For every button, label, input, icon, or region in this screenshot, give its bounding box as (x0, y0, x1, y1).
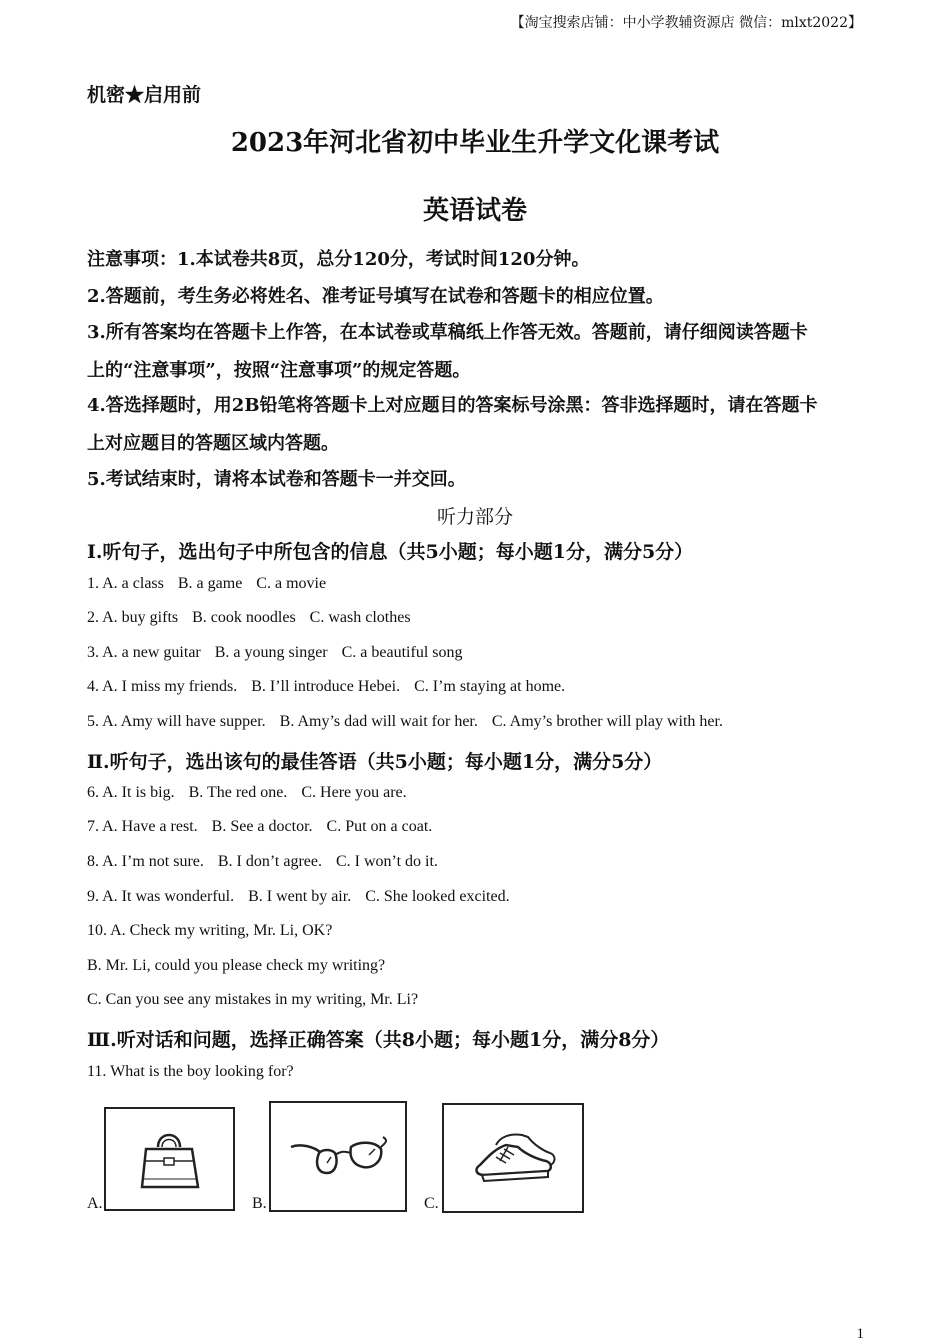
notice-line-3: 3.所有答案均在答题卡上作答，在本试卷或草稿纸上作答无效。答题前，请仔细阅读答题卡 (87, 322, 808, 343)
header-note: 【淘宝搜索店铺：中小学教辅资源店 微信：mlxt2022】 (510, 15, 862, 31)
option-b-label: B. (252, 1195, 267, 1212)
option-c-label: C. (424, 1195, 439, 1212)
question-10-b: B. Mr. Li, could you please check my writing? (87, 957, 386, 974)
question-3: 3. A. a new guitar B. a young singer C. a beautiful song (87, 644, 463, 661)
notice-line-1: 注意事项：1.本试卷共8页，总分120分，考试时间120分钟。 (87, 249, 590, 270)
option-a-picture (104, 1107, 235, 1211)
question-6: 6. A. It is big. B. The red one. C. Here you are. (87, 784, 407, 801)
notice-line-4: 上的“注意事项”，按照“注意事项”的规定答题。 (87, 360, 471, 381)
notice-line-2: 2.答题前，考生务必将姓名、准考证号填写在试卷和答题卡的相应位置。 (87, 286, 664, 307)
question-7: 7. A. Have a rest. B. See a doctor. C. Put on a coat. (87, 818, 433, 835)
question-8: 8. A. I’m not sure. B. I don’t agree. C. I won’t do it. (87, 853, 438, 870)
question-5: 5. A. Amy will have supper. B. Amy’s dad will wait for her. C. Amy’s brother will play with her. (87, 713, 723, 730)
glasses-icon (271, 1103, 405, 1210)
question-1: 1. A. a class B. a game C. a movie (87, 575, 327, 592)
option-b-picture (269, 1101, 407, 1212)
page-number: 1 (856, 1326, 864, 1342)
exam-title: 2023年河北省初中毕业生升学文化课考试 (230, 128, 720, 158)
option-a-label: A. (87, 1195, 103, 1212)
notice-line-7: 5.考试结束时，请将本试卷和答题卡一并交回。 (87, 469, 466, 490)
section-2-heading: Ⅱ.听句子，选出该句的最佳答语（共5小题；每小题1分，满分5分） (87, 751, 663, 773)
notice-line-6: 上对应题目的答题区域内答题。 (87, 433, 339, 454)
listening-heading: 听力部分 (436, 506, 513, 528)
notice-line-5: 4.答选择题时，用2B铅笔将答题卡上对应题目的答案标号涂黑：答非选择题时，请在答题卡 (87, 395, 818, 416)
question-11: 11. What is the boy looking for? (87, 1063, 294, 1080)
option-c-picture (442, 1103, 584, 1213)
question-10-c: C. Can you see any mistakes in my writing, Mr. Li? (87, 991, 419, 1008)
sneakers-icon (444, 1105, 582, 1211)
question-9: 9. A. It was wonderful. B. I went by air. C. She looked excited. (87, 888, 510, 905)
confidential-label: 机密★启用前 (87, 84, 202, 106)
question-4: 4. A. I miss my friends. B. I’ll introduce Hebei. C. I’m staying at home. (87, 678, 566, 695)
question-10-a: 10. A. Check my writing, Mr. Li, OK? (87, 922, 333, 939)
section-1-heading: Ⅰ.听句子，选出句子中所包含的信息（共5小题；每小题1分，满分5分） (87, 541, 694, 563)
section-3-heading: Ⅲ.听对话和问题，选择正确答案（共8小题；每小题1分，满分8分） (87, 1029, 670, 1051)
handbag-icon (106, 1109, 233, 1209)
exam-subtitle: 英语试卷 (422, 196, 527, 226)
question-2: 2. A. buy gifts B. cook noodles C. wash clothes (87, 609, 411, 626)
